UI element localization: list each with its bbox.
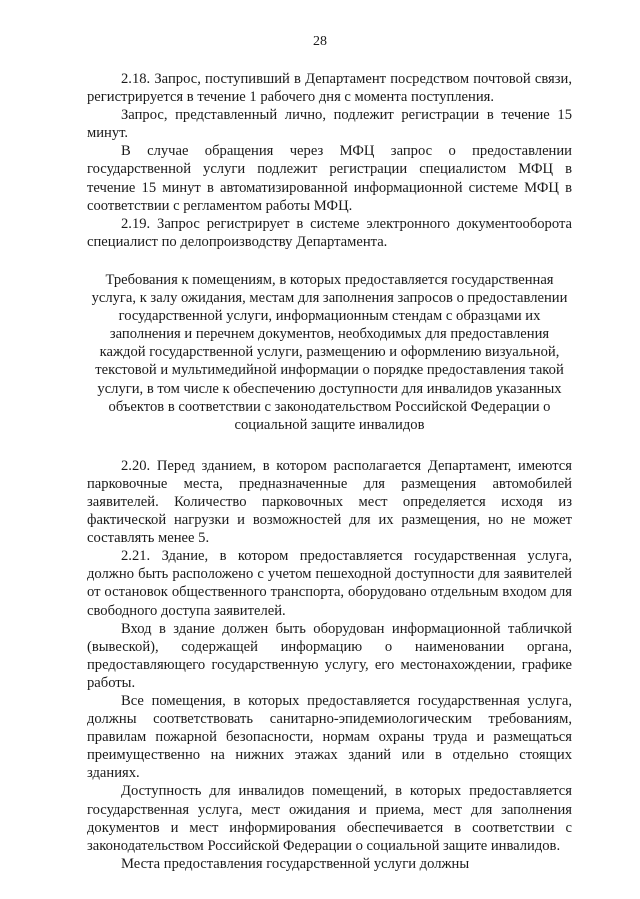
paragraph-service-places: Места предоставления государственной услуги должны	[121, 855, 470, 872]
paragraph-2-19: 2.19. Запрос регистрирует в системе электронного документооборота специалист по делопроизводству Департамента.	[87, 215, 572, 250]
paragraph-entrance-sign: Вход в здание должен быть оборудован информационной табличкой (вывеской), содержащей информацию о наименовании органа, предоставляющего государственную услугу, его местонахождении, графике работы.	[87, 620, 572, 691]
paragraph-2-18: 2.18. Запрос, поступивший в Департамент посредством почтовой связи, регистрируется в течение 1 рабочего дня с момента поступления.	[87, 71, 572, 106]
page-number: 28	[313, 34, 327, 49]
paragraph-accessibility: Доступность для инвалидов помещений, в которых предоставляется государственная услуга, мест ожидания и приема, мест для заполнения документов и мест информирования обеспечивается в соответствии с законодательством Российской Федерации о социальной защите инвалидов.	[87, 783, 572, 854]
paragraph-2-20: 2.20. Перед зданием, в котором располагается Департамент, имеются парковочные места, предназначенные для размещения автомобилей заявителей. Количество парковочных мест определяется исходя из фактической нагрузки и возможностей для их размещения, но не может составлять менее 5.	[87, 457, 572, 547]
paragraph-premises-requirements: Все помещения, в которых предоставляется государственная услуга, должны соответствовать санитарно-эпидемиологическим требованиям, правилам пожарной безопасности, нормам охраны труда и размещаться преимущественно на нижних этажах зданий или в отдельно стоящих зданиях.	[87, 693, 572, 782]
paragraph-2-21: 2.21. Здание, в котором предоставляется государственная услуга, должно быть расположено с учетом пешеходной доступности для заявителей от остановок общественного транспорта, оборудовано отдельным входом для свободного доступа заявителей.	[87, 548, 572, 619]
paragraph-personal-request: Запрос, представленный лично, подлежит регистрации в течение 15 минут.	[87, 107, 572, 142]
document-body	[87, 70, 572, 873]
paragraph-mfc-request: В случае обращения через МФЦ запрос о предоставлении государственной услуги подлежит регистрации специалистом МФЦ в течение 15 минут в автоматизированной информационной системе МФЦ в соответствии с регламентом работы МФЦ.	[87, 143, 572, 214]
section-heading: Требования к помещениям, в которых предоставляется государственная услуга, к залу ожидания, местам для заполнения запросов о предоставлении государственной услуги, информационным стендам с образцами их заполнения и перечнем документов, необходимых для предоставления каждой государственной услуги, размещению и оформлению визуальной, текстовой и мультимедийной информации о порядке предоставления такой услуги, в том числе к обеспечению доступности для инвалидов указанных объектов в соответствии с законодательством Российской Федерации о социальной защите инвалидов	[91, 271, 568, 433]
